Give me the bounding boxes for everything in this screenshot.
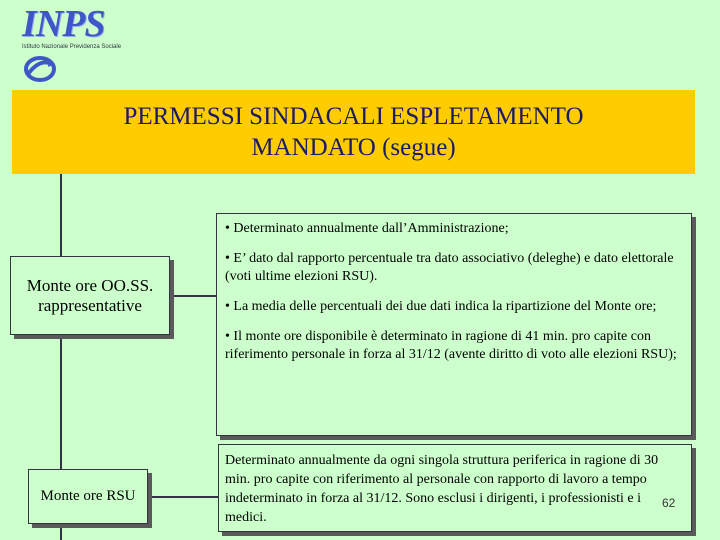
page-title — [74, 101, 634, 163]
bullet-item: • E’ dato dal rapporto percentuale tra dato associativo (deleghe) e dato elettorale (voti ultime elezioni RSU). — [225, 251, 674, 284]
inps-swirl-icon — [22, 54, 58, 84]
page-title-line1: PERMESSI SINDACALI ESPLETAMENTO — [123, 103, 584, 130]
logo-wordmark: INPS — [22, 3, 105, 45]
logo-subtitle: Istituto Nazionale Previdenza Sociale — [22, 44, 122, 50]
label-monte-ore-rsu-text: Monte ore RSU — [40, 488, 136, 504]
bullet-item: • Determinato annualmente dall’Amministrazione; — [225, 221, 509, 236]
label-monte-ore-ooss-text: Monte ore OO.SS. rappresentative — [26, 275, 154, 315]
bullet-item: • Il monte ore disponibile è determinato in ragione di 41 min. pro capite con riferimento personale in forza al 31/12 (avente diritto di voto alle elezioni RSU); — [225, 329, 677, 362]
page-title-line2: MANDATO (segue) — [251, 134, 456, 161]
info-box-ooss — [216, 213, 692, 436]
info-rsu-text: Determinato annualmente da ogni singola struttura periferica in ragione di 30 min. pro capite con riferimento al personale con rapporto di lavoro a tempo indeterminato in forza al 31/12. Sono esclusi i dirigenti, i professionisti e i medici. — [225, 453, 659, 525]
connector-bottom — [148, 496, 218, 498]
label-monte-ore-rsu — [28, 469, 148, 524]
label-monte-ore-ooss — [10, 256, 170, 335]
bullet-item: • La media delle percentuali dei due dati indica la ripartizione del Monte ore; — [225, 299, 657, 314]
connector-top — [170, 295, 216, 297]
inps-logo — [18, 2, 128, 86]
info-box-rsu — [218, 444, 692, 532]
page-number: 62 — [662, 496, 676, 510]
title-band — [12, 90, 695, 174]
